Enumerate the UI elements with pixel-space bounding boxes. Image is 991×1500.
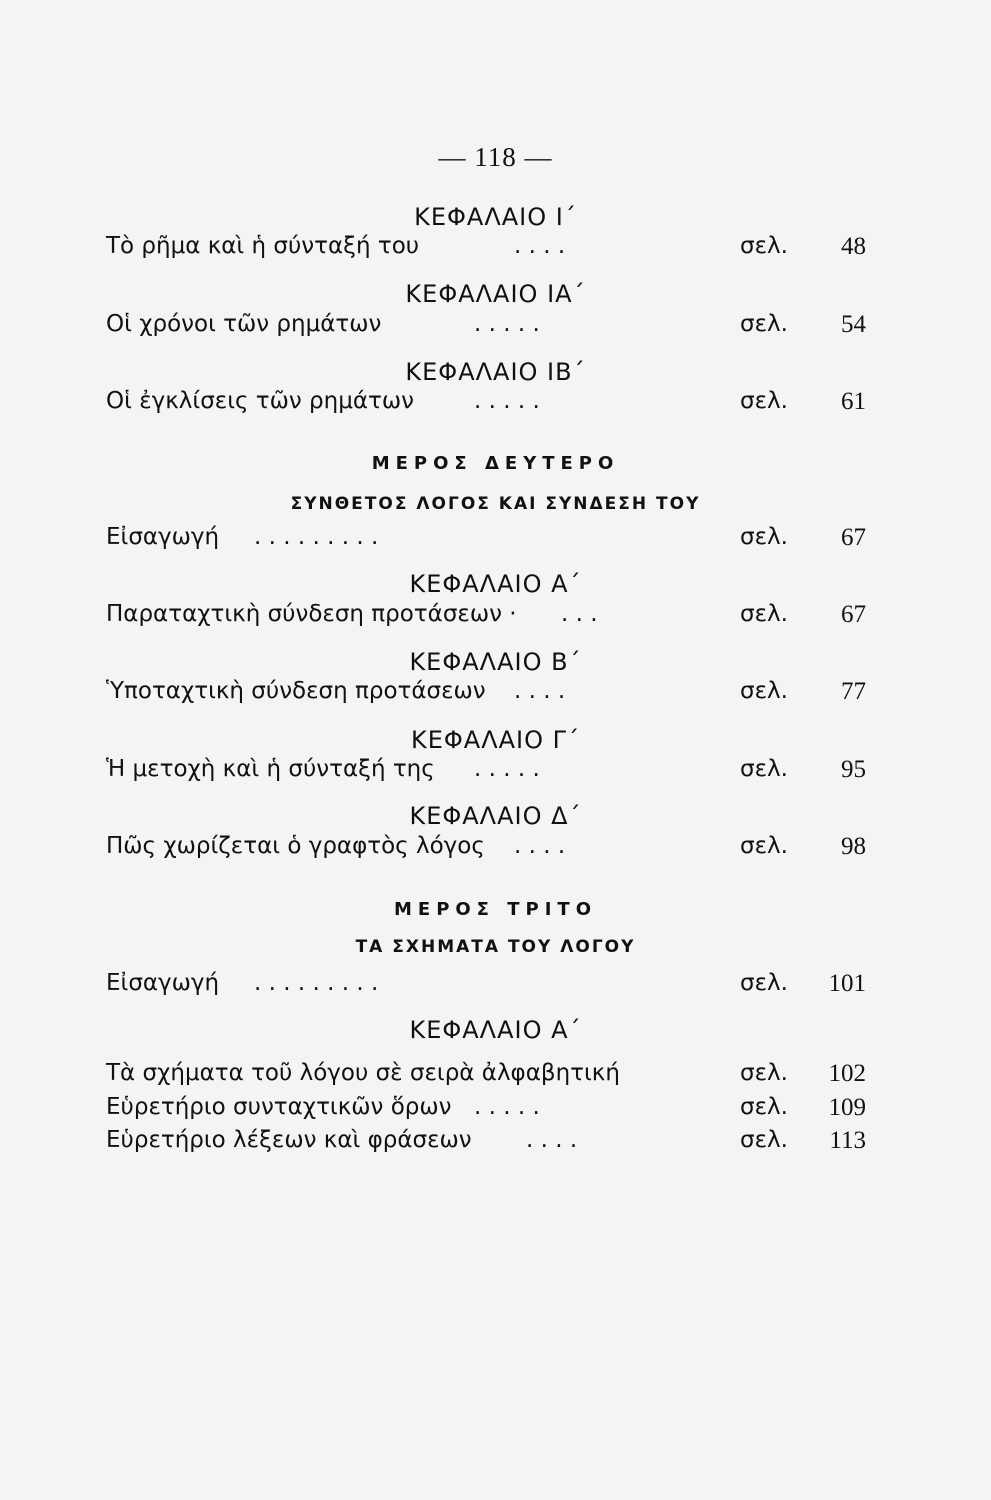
entry-title: Οἱ χρόνοι τῶν ρημάτων (106, 311, 382, 337)
leader-dots: . . . . (514, 233, 566, 259)
toc-entry (106, 601, 866, 633)
page-label: σελ. (740, 756, 788, 782)
leader-dots: . . . . (526, 1127, 578, 1153)
leader-dots: . . . . . (474, 756, 540, 782)
entry-title: Εὑρετήριο συνταχτικῶν ὅρων (106, 1094, 452, 1120)
part-subtitle: ΤΑ ΣΧΗΜΑΤΑ ΤΟΥ ΛΟΓΟΥ (355, 937, 636, 957)
leader-dots: . . . . . (474, 388, 540, 414)
page-label: σελ. (740, 970, 788, 996)
page-label: σελ. (740, 833, 788, 859)
entry-title: Εἰσαγωγή (106, 970, 220, 996)
entry-title: Παραταχτικὴ σύνδεση προτάσεων · (106, 601, 517, 627)
page-ref: 61 (841, 388, 866, 415)
leader-dots: . . . . (514, 833, 566, 859)
page-ref: 113 (829, 1127, 866, 1154)
chapter-heading: ΚΕΦΑΛΑΙΟ ΙΒ΄ (405, 358, 586, 386)
toc-entry (106, 833, 866, 865)
page-ref: 102 (828, 1060, 866, 1087)
part-subtitle: ΣΥΝΘΕΤΟΣ ΛΟΓΟΣ ΚΑΙ ΣΥΝΔΕΣΗ ΤΟΥ (290, 494, 701, 514)
page-ref: 95 (841, 756, 866, 783)
entry-title: Πῶς χωρίζεται ὁ γραφτὸς λόγος (106, 833, 485, 859)
leader-dots: . . . . (514, 678, 566, 704)
chapter-heading: ΚΕΦΑΛΑΙΟ Α΄ (409, 1016, 582, 1044)
page-label: σελ. (740, 311, 788, 337)
toc-entry (106, 1094, 866, 1126)
page-ref: 77 (841, 678, 866, 705)
toc-entry (106, 388, 866, 420)
toc-entry (106, 756, 866, 788)
toc-entry (106, 970, 866, 1002)
entry-title: Εἰσαγωγή (106, 524, 220, 550)
page-label: σελ. (740, 1127, 788, 1153)
leader-dots: . . . (561, 601, 598, 627)
page-label: σελ. (740, 233, 788, 259)
page-label: σελ. (740, 524, 788, 550)
entry-title: Οἱ ἐγκλίσεις τῶν ρημάτων (106, 388, 414, 414)
page-number: — 118 — (438, 142, 553, 172)
toc-entry (106, 1127, 866, 1159)
chapter-heading: ΚΕΦΑΛΑΙΟ Β΄ (409, 648, 582, 676)
toc-entry (106, 233, 866, 265)
toc-entry (106, 524, 866, 556)
part-title: ΜΕΡΟΣ ΤΡΙΤΟ (393, 899, 597, 920)
leader-dots: . . . . . (474, 1094, 540, 1120)
page-ref: 101 (828, 970, 866, 997)
page-ref: 67 (841, 601, 866, 628)
toc-entry (106, 1060, 866, 1092)
page-label: σελ. (740, 388, 788, 414)
toc-entry (106, 678, 866, 710)
toc-entry (106, 311, 866, 343)
page-label: σελ. (740, 678, 788, 704)
page-label: σελ. (740, 601, 788, 627)
leader-dots: . . . . . (474, 311, 540, 337)
chapter-heading: ΚΕΦΑΛΑΙΟ Ι΄ (414, 203, 577, 231)
page-label: σελ. (740, 1060, 788, 1086)
entry-title: Ἡ μετοχὴ καὶ ἡ σύνταξή της (106, 756, 435, 782)
entry-title: Τὸ ρῆμα καὶ ἡ σύνταξή του (106, 233, 420, 259)
page-label: σελ. (740, 1094, 788, 1120)
chapter-heading: ΚΕΦΑΛΑΙΟ Α΄ (409, 570, 582, 598)
page-ref: 48 (841, 233, 866, 260)
page-ref: 54 (841, 311, 866, 338)
chapter-heading: ΚΕΦΑΛΑΙΟ Δ΄ (409, 802, 582, 830)
page-ref: 67 (841, 524, 866, 551)
chapter-heading: ΚΕΦΑΛΑΙΟ ΙΑ΄ (405, 280, 586, 308)
leader-dots: . . . . . . . . . (254, 970, 379, 996)
part-title: ΜΕΡΟΣ ΔΕΥΤΕΡΟ (371, 453, 620, 474)
leader-dots: . . . . . . . . . (254, 524, 379, 550)
chapter-heading: ΚΕΦΑΛΑΙΟ Γ΄ (410, 726, 580, 754)
entry-title: Τὰ σχήματα τοῦ λόγου σὲ σειρὰ ἀλφαβητική (106, 1060, 620, 1086)
page-ref: 98 (841, 833, 866, 860)
entry-title: Εὑρετήριο λέξεων καὶ φράσεων (106, 1127, 472, 1153)
page-ref: 109 (828, 1094, 866, 1121)
entry-title: Ὑποταχτικὴ σύνδεση προτάσεων (106, 678, 486, 704)
